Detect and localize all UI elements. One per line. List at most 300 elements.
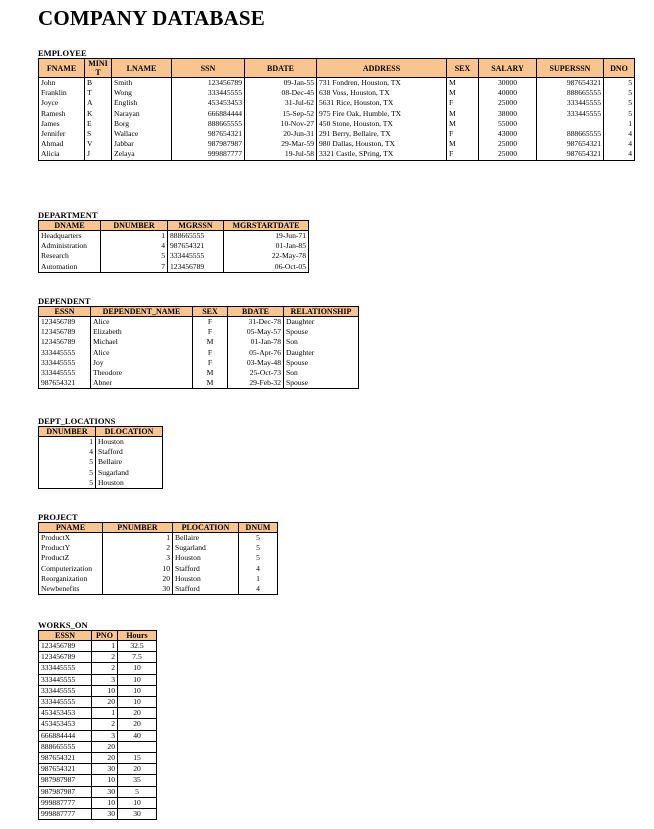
dept-locations-cell: 5 — [39, 457, 96, 467]
dependent-cell: 31-Dec-78 — [228, 317, 284, 328]
employee-cell: 25000 — [479, 139, 537, 149]
department-cell: 01-Jan-85 — [224, 241, 309, 251]
table-row — [39, 574, 278, 584]
employee-cell — [537, 119, 604, 129]
employee-cell: 4 — [604, 149, 635, 160]
works-on-cell: 20 — [92, 741, 118, 752]
employee-cell: 20-Jun-31 — [245, 129, 317, 139]
works-on-cell: 32.5 — [118, 641, 157, 652]
works-on-cell: 123456789 — [39, 641, 92, 652]
works-on-cell: 333445555 — [39, 674, 92, 685]
works-on-header-cell: PNO — [92, 631, 118, 641]
works-on-cell: 987987987 — [39, 775, 92, 786]
project-cell: Stafford — [173, 564, 239, 574]
table-row — [39, 641, 157, 652]
dependent-cell: 01-Jan-78 — [228, 337, 284, 347]
works-on-cell: 30 — [92, 786, 118, 797]
project-cell: 2 — [103, 543, 173, 553]
employee-header-cell: BDATE — [245, 59, 317, 78]
project-cell: Bellaire — [173, 533, 239, 544]
works-on-table — [38, 630, 157, 820]
employee-cell: M — [447, 119, 479, 129]
works-on-cell: 35 — [118, 775, 157, 786]
department-cell: 4 — [101, 241, 168, 251]
table-row — [39, 378, 359, 389]
dependent-cell: Theodore — [91, 368, 193, 378]
works-on-cell: 333445555 — [39, 663, 92, 674]
table-row — [39, 564, 278, 574]
employee-cell: 888665555 — [537, 129, 604, 139]
dependent-cell: Elizabeth — [91, 327, 193, 337]
works-on-cell: 15 — [118, 753, 157, 764]
dept-locations-section — [38, 416, 163, 489]
employee-cell: F — [447, 98, 479, 108]
employee-header-cell: SSN — [172, 59, 245, 78]
table-row — [39, 663, 157, 674]
table-row — [39, 553, 278, 563]
dependent-cell: 123456789 — [39, 327, 91, 337]
employee-cell: 38000 — [479, 109, 537, 119]
dependent-header-row — [39, 307, 359, 317]
table-row — [39, 98, 635, 108]
employee-cell: English — [112, 98, 172, 108]
dependent-cell: Son — [284, 337, 359, 347]
dependent-cell: 333445555 — [39, 348, 91, 358]
employee-cell: Zelaya — [112, 149, 172, 160]
employee-cell: 731 Fondren, Houston, TX — [317, 78, 447, 89]
works-on-cell: 40 — [118, 730, 157, 741]
dept-locations-table — [38, 426, 163, 489]
dependent-cell: Michael — [91, 337, 193, 347]
employee-cell: Joyce — [39, 98, 85, 108]
project-header-cell: DNUM — [239, 523, 278, 533]
project-cell: Computerization — [39, 564, 103, 574]
employee-cell: 333445555 — [537, 98, 604, 108]
employee-cell: Ramesh — [39, 109, 85, 119]
employee-cell: 4 — [604, 139, 635, 149]
table-row — [39, 786, 157, 797]
project-cell: ProductY — [39, 543, 103, 553]
dependent-cell: Spouse — [284, 358, 359, 368]
employee-cell: 25000 — [479, 98, 537, 108]
employee-cell: 15-Sep-52 — [245, 109, 317, 119]
employee-cell: 975 Fire Oak, Humble, TX — [317, 109, 447, 119]
department-cell: 06-Oct-05 — [224, 262, 309, 273]
table-row — [39, 358, 359, 368]
dependent-header-cell: BDATE — [228, 307, 284, 317]
dependent-cell: 03-May-48 — [228, 358, 284, 368]
employee-cell: 987987987 — [172, 139, 245, 149]
works-on-cell: 10 — [118, 797, 157, 808]
dept-locations-cell: Bellaire — [96, 457, 163, 467]
project-cell: 20 — [103, 574, 173, 584]
employee-cell: Wallace — [112, 129, 172, 139]
table-row — [39, 368, 359, 378]
table-row — [39, 241, 309, 251]
employee-cell: 987654321 — [172, 129, 245, 139]
dependent-cell: 05-May-57 — [228, 327, 284, 337]
dependent-header-cell: DEPENDENT_NAME — [91, 307, 193, 317]
department-header-cell: DNAME — [39, 221, 101, 231]
dependent-cell: Joy — [91, 358, 193, 368]
dependent-cell: 29-Feb-32 — [228, 378, 284, 389]
department-cell: 987654321 — [168, 241, 224, 251]
employee-cell: 5 — [604, 109, 635, 119]
works-on-cell: 999887777 — [39, 797, 92, 808]
project-cell: ProductZ — [39, 553, 103, 563]
dependent-cell: Alice — [91, 348, 193, 358]
dept-locations-cell: 5 — [39, 468, 96, 478]
table-row — [39, 697, 157, 708]
employee-header-cell: MINIT — [85, 59, 112, 78]
employee-cell: M — [447, 109, 479, 119]
table-row — [39, 129, 635, 139]
works-on-cell: 333445555 — [39, 685, 92, 696]
works-on-cell: 987987987 — [39, 786, 92, 797]
table-row — [39, 685, 157, 696]
project-cell: 5 — [239, 553, 278, 563]
works-on-cell: 30 — [118, 809, 157, 820]
dependent-cell: F — [193, 327, 228, 337]
table-row — [39, 809, 157, 820]
dependent-cell: M — [193, 337, 228, 347]
employee-cell: 987654321 — [537, 139, 604, 149]
table-row — [39, 478, 163, 489]
project-cell: Reorganization — [39, 574, 103, 584]
employee-cell: M — [447, 139, 479, 149]
project-header-cell: PNUMBER — [103, 523, 173, 533]
employee-header-cell: FNAME — [39, 59, 85, 78]
works-on-cell: 2 — [92, 652, 118, 663]
employee-section — [38, 48, 635, 161]
employee-cell: 43000 — [479, 129, 537, 139]
dependent-cell: F — [193, 317, 228, 328]
dept-locations-cell: 1 — [39, 437, 96, 448]
table-row — [39, 753, 157, 764]
department-table — [38, 220, 309, 273]
employee-cell: 888665555 — [172, 119, 245, 129]
employee-cell: John — [39, 78, 85, 89]
works-on-cell: 10 — [118, 663, 157, 674]
employee-cell: A — [85, 98, 112, 108]
dept-locations-header-cell: DLOCATION — [96, 427, 163, 437]
works-on-cell: 10 — [92, 797, 118, 808]
project-cell: 4 — [239, 564, 278, 574]
employee-cell: Jennifer — [39, 129, 85, 139]
employee-cell: J — [85, 149, 112, 160]
table-row — [39, 674, 157, 685]
employee-cell: 55000 — [479, 119, 537, 129]
dependent-cell: Spouse — [284, 327, 359, 337]
project-cell: 3 — [103, 553, 173, 563]
works-on-cell — [118, 741, 157, 752]
works-on-cell: 20 — [118, 708, 157, 719]
page-title: COMPANY DATABASE — [38, 6, 266, 30]
project-header-row — [39, 523, 278, 533]
works-on-cell: 987654321 — [39, 753, 92, 764]
works-on-header-row — [39, 631, 157, 641]
works-on-cell: 453453453 — [39, 719, 92, 730]
table-row — [39, 775, 157, 786]
employee-cell: M — [447, 88, 479, 98]
table-row — [39, 797, 157, 808]
works-on-cell: 20 — [118, 719, 157, 730]
employee-cell: 123456789 — [172, 78, 245, 89]
employee-cell: 4 — [604, 129, 635, 139]
works-on-cell: 10 — [118, 674, 157, 685]
employee-cell: 29-Mar-59 — [245, 139, 317, 149]
employee-cell: Jabbar — [112, 139, 172, 149]
department-cell: 22-May-78 — [224, 251, 309, 261]
employee-cell: 333445555 — [172, 88, 245, 98]
project-header-cell: PLOCATION — [173, 523, 239, 533]
dependent-cell: 123456789 — [39, 317, 91, 328]
works-on-cell: 888665555 — [39, 741, 92, 752]
table-row — [39, 584, 278, 595]
works-on-cell: 2 — [92, 719, 118, 730]
employee-cell: F — [447, 149, 479, 160]
table-row — [39, 149, 635, 160]
table-row — [39, 78, 635, 89]
employee-header-cell: SALARY — [479, 59, 537, 78]
project-cell: Stafford — [173, 584, 239, 595]
employee-cell: 1 — [604, 119, 635, 129]
dept-locations-cell: Stafford — [96, 447, 163, 457]
works-on-cell: 30 — [92, 809, 118, 820]
employee-cell: Smith — [112, 78, 172, 89]
works-on-cell: 10 — [92, 685, 118, 696]
works-on-cell: 10 — [118, 697, 157, 708]
employee-cell: 980 Dallas, Houston, TX — [317, 139, 447, 149]
project-cell: Newbenefits — [39, 584, 103, 595]
table-row — [39, 457, 163, 467]
project-caption: PROJECT — [38, 512, 78, 522]
employee-cell: 40000 — [479, 88, 537, 98]
employee-cell: 19-Jul-58 — [245, 149, 317, 160]
table-row — [39, 719, 157, 730]
department-header-row — [39, 221, 309, 231]
employee-header-cell: SUPERSSN — [537, 59, 604, 78]
employee-cell: 999887777 — [172, 149, 245, 160]
employee-cell: Alicia — [39, 149, 85, 160]
employee-cell: 5631 Rice, Houston, TX — [317, 98, 447, 108]
employee-cell: M — [447, 78, 479, 89]
dependent-section — [38, 296, 359, 389]
dependent-cell: 987654321 — [39, 378, 91, 389]
employee-cell: 291 Berry, Bellaire, TX — [317, 129, 447, 139]
dependent-header-cell: RELATIONSHIP — [284, 307, 359, 317]
department-header-cell: DNUMBER — [101, 221, 168, 231]
table-row — [39, 533, 278, 544]
department-cell: 7 — [101, 262, 168, 273]
employee-caption: EMPLOYEE — [38, 48, 87, 58]
dept-locations-header-row — [39, 427, 163, 437]
employee-header-row — [39, 59, 635, 78]
department-cell: 888665555 — [168, 231, 224, 242]
department-header-cell: MGRSSN — [168, 221, 224, 231]
dependent-cell: M — [193, 378, 228, 389]
works-on-cell: 3 — [92, 674, 118, 685]
department-cell: Automation — [39, 262, 101, 273]
employee-cell: 31-Jul-62 — [245, 98, 317, 108]
table-row — [39, 262, 309, 273]
employee-header-cell: LNAME — [112, 59, 172, 78]
works-on-cell: 999887777 — [39, 809, 92, 820]
project-cell: Sugarland — [173, 543, 239, 553]
works-on-cell: 10 — [92, 775, 118, 786]
dependent-cell: Alice — [91, 317, 193, 328]
table-row — [39, 764, 157, 775]
employee-cell: 30000 — [479, 78, 537, 89]
dependent-cell: 333445555 — [39, 368, 91, 378]
table-row — [39, 327, 359, 337]
employee-cell: 5 — [604, 98, 635, 108]
table-row — [39, 741, 157, 752]
department-cell: 1 — [101, 231, 168, 242]
table-row — [39, 109, 635, 119]
project-cell: 1 — [239, 574, 278, 584]
employee-cell: 453453453 — [172, 98, 245, 108]
dept-locations-cell: 4 — [39, 447, 96, 457]
employee-header-cell: SEX — [447, 59, 479, 78]
employee-cell: S — [85, 129, 112, 139]
employee-cell: 10-Nov-27 — [245, 119, 317, 129]
department-cell: 333445555 — [168, 251, 224, 261]
dept-locations-cell: Sugarland — [96, 468, 163, 478]
table-row — [39, 348, 359, 358]
employee-cell: James — [39, 119, 85, 129]
employee-cell: 5 — [604, 88, 635, 98]
employee-cell: V — [85, 139, 112, 149]
table-row — [39, 317, 359, 328]
works-on-cell: 1 — [92, 708, 118, 719]
dept-locations-caption: DEPT_LOCATIONS — [38, 416, 116, 426]
works-on-cell: 333445555 — [39, 697, 92, 708]
dept-locations-header-cell: DNUMBER — [39, 427, 96, 437]
employee-cell: 987654321 — [537, 78, 604, 89]
table-row — [39, 468, 163, 478]
employee-cell: 3321 Castle, SPring, TX — [317, 149, 447, 160]
works-on-cell: 3 — [92, 730, 118, 741]
employee-cell: 25000 — [479, 149, 537, 160]
dept-locations-cell: 5 — [39, 478, 96, 489]
works-on-cell: 123456789 — [39, 652, 92, 663]
dept-locations-cell: Houston — [96, 478, 163, 489]
dependent-cell: F — [193, 358, 228, 368]
department-cell: Research — [39, 251, 101, 261]
employee-cell: Ahmad — [39, 139, 85, 149]
department-section — [38, 210, 309, 273]
employee-cell: Wong — [112, 88, 172, 98]
dependent-cell: Daughter — [284, 348, 359, 358]
employee-cell: Narayan — [112, 109, 172, 119]
table-row — [39, 730, 157, 741]
works-on-caption: WORKS_ON — [38, 620, 88, 630]
department-cell: 5 — [101, 251, 168, 261]
department-cell: Headquarters — [39, 231, 101, 242]
project-header-cell: PNAME — [39, 523, 103, 533]
employee-cell: 5 — [604, 78, 635, 89]
project-cell: 10 — [103, 564, 173, 574]
works-on-cell: 20 — [92, 753, 118, 764]
employee-cell: E — [85, 119, 112, 129]
table-row — [39, 447, 163, 457]
employee-header-cell: ADDRESS — [317, 59, 447, 78]
dependent-cell: F — [193, 348, 228, 358]
project-cell: Houston — [173, 553, 239, 563]
employee-cell: 08-Dec-45 — [245, 88, 317, 98]
project-cell: 5 — [239, 533, 278, 544]
works-on-cell: 666884444 — [39, 730, 92, 741]
dependent-cell: M — [193, 368, 228, 378]
employee-table — [38, 58, 635, 161]
works-on-cell: 10 — [118, 685, 157, 696]
department-cell: 123456789 — [168, 262, 224, 273]
works-on-cell: 453453453 — [39, 708, 92, 719]
department-cell: 19-Jun-71 — [224, 231, 309, 242]
department-caption: DEPARTMENT — [38, 210, 98, 220]
works-on-section — [38, 620, 157, 820]
project-table — [38, 522, 278, 595]
dept-locations-cell: Houston — [96, 437, 163, 448]
dependent-cell: Spouse — [284, 378, 359, 389]
employee-cell: 666884444 — [172, 109, 245, 119]
works-on-header-cell: ESSN — [39, 631, 92, 641]
table-row — [39, 543, 278, 553]
works-on-cell: 20 — [92, 697, 118, 708]
table-row — [39, 337, 359, 347]
dependent-caption: DEPENDENT — [38, 296, 91, 306]
works-on-cell: 7.5 — [118, 652, 157, 663]
table-row — [39, 88, 635, 98]
table-row — [39, 139, 635, 149]
employee-cell: K — [85, 109, 112, 119]
project-cell: ProductX — [39, 533, 103, 544]
employee-cell: T — [85, 88, 112, 98]
employee-cell: 450 Stone, Houston, TX — [317, 119, 447, 129]
table-row — [39, 708, 157, 719]
employee-cell: 333445555 — [537, 109, 604, 119]
project-cell: 1 — [103, 533, 173, 544]
employee-cell: Borg — [112, 119, 172, 129]
works-on-cell: 20 — [118, 764, 157, 775]
dependent-cell: Daughter — [284, 317, 359, 328]
table-row — [39, 652, 157, 663]
employee-cell: F — [447, 129, 479, 139]
table-row — [39, 231, 309, 242]
project-section — [38, 512, 278, 595]
department-header-cell: MGRSTARTDATE — [224, 221, 309, 231]
works-on-header-cell: Hours — [118, 631, 157, 641]
works-on-cell: 2 — [92, 663, 118, 674]
table-row — [39, 119, 635, 129]
employee-cell: 987654321 — [537, 149, 604, 160]
project-cell: 5 — [239, 543, 278, 553]
employee-cell: B — [85, 78, 112, 89]
project-cell: 4 — [239, 584, 278, 595]
works-on-cell: 30 — [92, 764, 118, 775]
works-on-cell: 5 — [118, 786, 157, 797]
dependent-table — [38, 306, 359, 389]
dependent-header-cell: ESSN — [39, 307, 91, 317]
project-cell: 30 — [103, 584, 173, 595]
project-cell: Houston — [173, 574, 239, 584]
works-on-cell: 987654321 — [39, 764, 92, 775]
employee-header-cell: DNO — [604, 59, 635, 78]
table-row — [39, 437, 163, 448]
dependent-header-cell: SEX — [193, 307, 228, 317]
table-row — [39, 251, 309, 261]
